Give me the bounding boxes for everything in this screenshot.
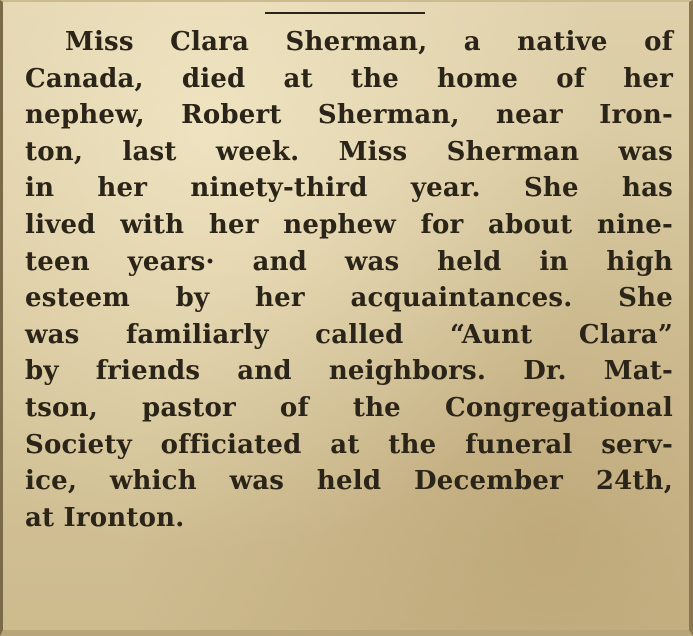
text-line: by friends and neighbors. Dr. Mat- xyxy=(25,356,673,387)
text-line: Society officiated at the funeral serv- xyxy=(25,429,673,460)
text-line: esteem by her acquaintances. She xyxy=(25,283,673,314)
text-line: ton, last week. Miss Sherman was xyxy=(25,136,673,167)
obituary-text xyxy=(25,24,673,536)
text-line: Miss Clara Sherman, a native of xyxy=(65,27,673,57)
text-line: ice, which was held December 24th, xyxy=(25,466,673,497)
text-line: was familiarly called “Aunt Clara” xyxy=(25,319,673,350)
text-line: lived with her nephew for about nine- xyxy=(25,209,673,240)
text-line: nephew, Robert Sherman, near Iron- xyxy=(25,100,673,131)
text-line: teen years· and was held in high xyxy=(25,246,673,277)
column-rule xyxy=(265,12,425,14)
text-line: in her ninety-third year. She has xyxy=(25,173,673,204)
text-line: tson, pastor of the Congregational xyxy=(25,392,673,423)
text-line: Canada, died at the home of her xyxy=(25,63,673,94)
text-line: at Ironton. xyxy=(25,502,185,533)
